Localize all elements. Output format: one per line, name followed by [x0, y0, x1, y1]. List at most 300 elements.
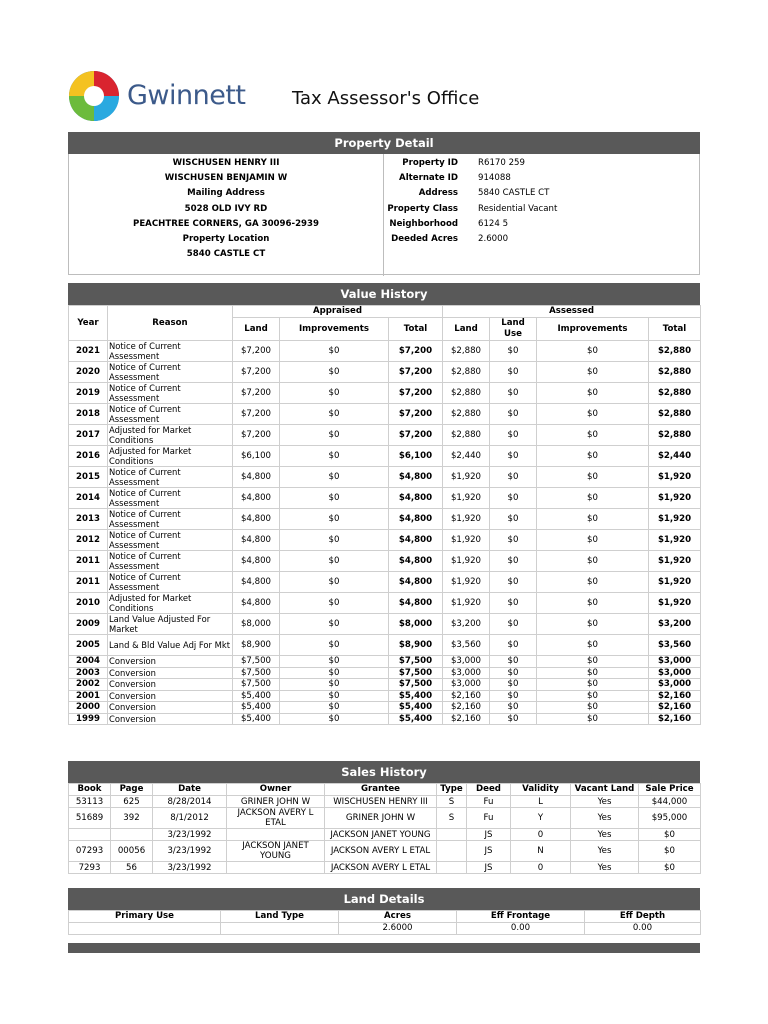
sales-col-header: Grantee	[325, 784, 437, 796]
land-col-header: Land Type	[221, 911, 339, 923]
land-details-section	[68, 888, 700, 953]
field-value: R6170 259	[478, 158, 525, 168]
sales-cell: $0	[639, 841, 701, 862]
sales-cell: 0	[511, 862, 571, 874]
assessed-improvements-cell: $0	[537, 362, 649, 383]
field-label: Property ID	[402, 158, 458, 168]
year-cell: 2013	[69, 509, 108, 530]
table-row	[69, 425, 701, 446]
assessed-land-use-cell: $0	[490, 362, 537, 383]
appraised-land-cell: $6,100	[233, 446, 280, 467]
assessed-total-cell: $2,160	[649, 690, 701, 702]
assessed-improvements-cell: $0	[537, 635, 649, 656]
land-cell	[221, 923, 339, 935]
table-row	[69, 572, 701, 593]
col-appraised-improvements: Improvements	[280, 318, 389, 341]
appraised-total-cell: $4,800	[389, 509, 443, 530]
sales-cell: S	[437, 808, 467, 829]
appraised-improvements-cell: $0	[280, 362, 389, 383]
sales-cell: 53113	[69, 796, 111, 808]
assessed-land-cell: $2,160	[443, 713, 490, 725]
sales-cell: Fu	[467, 808, 511, 829]
sales-col-header: Vacant Land	[571, 784, 639, 796]
assessed-land-cell: $2,880	[443, 425, 490, 446]
table-row	[69, 862, 701, 874]
assessed-land-use-cell: $0	[490, 404, 537, 425]
reason-cell: Conversion	[108, 656, 233, 668]
assessed-total-cell: $1,920	[649, 509, 701, 530]
assessed-improvements-cell: $0	[537, 341, 649, 362]
reason-cell: Notice of Current Assessment	[108, 509, 233, 530]
appraised-total-cell: $4,800	[389, 488, 443, 509]
reason-cell: Land & Bld Value Adj For Mkt	[108, 635, 233, 656]
appraised-land-cell: $7,500	[233, 656, 280, 668]
land-cell: 0.00	[457, 923, 585, 935]
year-cell: 2009	[69, 614, 108, 635]
assessed-improvements-cell: $0	[537, 383, 649, 404]
year-cell: 1999	[69, 713, 108, 725]
land-col-header: Eff Frontage	[457, 911, 585, 923]
appraised-improvements-cell: $0	[280, 509, 389, 530]
table-row	[69, 796, 701, 808]
table-row	[69, 808, 701, 829]
sales-col-header: Sale Price	[639, 784, 701, 796]
appraised-land-cell: $5,400	[233, 713, 280, 725]
assessed-total-cell: $3,560	[649, 635, 701, 656]
assessed-total-cell: $2,160	[649, 702, 701, 714]
table-row	[69, 530, 701, 551]
table-row	[69, 551, 701, 572]
assessed-improvements-cell: $0	[537, 572, 649, 593]
field-value: Residential Vacant	[478, 203, 558, 214]
assessed-land-cell: $1,920	[443, 593, 490, 614]
reason-cell: Notice of Current Assessment	[108, 341, 233, 362]
year-cell: 2002	[69, 679, 108, 691]
land-cell	[69, 923, 221, 935]
appraised-land-cell: $7,500	[233, 667, 280, 679]
brand-name: Gwinnett	[127, 80, 246, 111]
table-row	[69, 656, 701, 668]
assessed-total-cell: $2,880	[649, 383, 701, 404]
sales-col-header: Validity	[511, 784, 571, 796]
reason-cell: Land Value Adjusted For Market	[108, 614, 233, 635]
office-title: Tax Assessor's Office	[292, 88, 480, 109]
footer-bar	[68, 943, 700, 953]
assessed-land-use-cell: $0	[490, 679, 537, 691]
appraised-total-cell: $5,400	[389, 713, 443, 725]
assessed-improvements-cell: $0	[537, 679, 649, 691]
reason-cell: Notice of Current Assessment	[108, 383, 233, 404]
assessed-land-cell: $1,920	[443, 509, 490, 530]
assessed-land-use-cell: $0	[490, 635, 537, 656]
value-history-section	[68, 283, 700, 725]
sales-cell	[69, 829, 111, 841]
table-row	[69, 702, 701, 714]
appraised-total-cell: $8,900	[389, 635, 443, 656]
sales-cell	[227, 862, 325, 874]
table-row	[69, 509, 701, 530]
field-row	[384, 217, 699, 232]
sales-cell: $95,000	[639, 808, 701, 829]
assessed-total-cell: $1,920	[649, 551, 701, 572]
table-row	[69, 690, 701, 702]
owner-line: Property Location	[182, 233, 270, 244]
col-reason: Reason	[108, 306, 233, 341]
sales-cell: Yes	[571, 829, 639, 841]
year-cell: 2000	[69, 702, 108, 714]
field-row	[384, 171, 699, 186]
appraised-land-cell: $4,800	[233, 488, 280, 509]
field-value: 2.6000	[478, 233, 509, 244]
col-appraised-total: Total	[389, 318, 443, 341]
assessed-land-cell: $2,880	[443, 362, 490, 383]
table-row	[69, 679, 701, 691]
year-cell: 2003	[69, 667, 108, 679]
assessed-land-use-cell: $0	[490, 667, 537, 679]
sales-col-header: Deed	[467, 784, 511, 796]
appraised-land-cell: $4,800	[233, 593, 280, 614]
col-assessed-total: Total	[649, 318, 701, 341]
sales-cell	[111, 829, 153, 841]
assessed-improvements-cell: $0	[537, 446, 649, 467]
table-row	[69, 446, 701, 467]
sales-cell: 7293	[69, 862, 111, 874]
sales-cell: Yes	[571, 808, 639, 829]
field-row	[384, 232, 699, 247]
assessed-total-cell: $2,160	[649, 713, 701, 725]
sales-cell: $0	[639, 829, 701, 841]
appraised-improvements-cell: $0	[280, 467, 389, 488]
appraised-total-cell: $4,800	[389, 530, 443, 551]
assessed-land-use-cell: $0	[490, 593, 537, 614]
assessed-land-use-cell: $0	[490, 656, 537, 668]
appraised-improvements-cell: $0	[280, 572, 389, 593]
col-appraised-land: Land	[233, 318, 280, 341]
col-assessed-land: Land	[443, 318, 490, 341]
reason-cell: Adjusted for Market Conditions	[108, 425, 233, 446]
appraised-land-cell: $4,800	[233, 530, 280, 551]
value-history-title: Value History	[68, 283, 700, 305]
owner-line: Mailing Address	[187, 188, 265, 199]
table-row	[69, 488, 701, 509]
sales-cell: JACKSON AVERY L ETAL	[325, 862, 437, 874]
sales-cell: JACKSON JANET YOUNG	[325, 829, 437, 841]
appraised-improvements-cell: $0	[280, 614, 389, 635]
assessed-total-cell: $2,880	[649, 362, 701, 383]
assessed-total-cell: $1,920	[649, 488, 701, 509]
sales-cell: Y	[511, 808, 571, 829]
assessed-total-cell: $2,880	[649, 425, 701, 446]
sales-cell: 625	[111, 796, 153, 808]
reason-cell: Adjusted for Market Conditions	[108, 593, 233, 614]
field-value: 914088	[478, 173, 511, 184]
table-row	[69, 667, 701, 679]
sales-cell: 392	[111, 808, 153, 829]
sales-cell	[437, 862, 467, 874]
assessed-land-use-cell: $0	[490, 467, 537, 488]
property-detail-body	[68, 154, 700, 275]
sales-cell: JS	[467, 841, 511, 862]
appraised-total-cell: $7,500	[389, 656, 443, 668]
assessed-land-cell: $2,880	[443, 404, 490, 425]
field-label: Alternate ID	[399, 173, 458, 184]
assessed-land-cell: $3,560	[443, 635, 490, 656]
assessed-land-cell: $1,920	[443, 467, 490, 488]
col-year: Year	[69, 306, 108, 341]
group-assessed: Assessed	[443, 306, 701, 318]
assessed-total-cell: $1,920	[649, 572, 701, 593]
appraised-land-cell: $7,500	[233, 679, 280, 691]
assessed-improvements-cell: $0	[537, 425, 649, 446]
owner-line: WISCHUSEN HENRY III	[172, 158, 280, 168]
appraised-total-cell: $7,500	[389, 679, 443, 691]
appraised-total-cell: $4,800	[389, 593, 443, 614]
appraised-improvements-cell: $0	[280, 488, 389, 509]
reason-cell: Notice of Current Assessment	[108, 551, 233, 572]
appraised-improvements-cell: $0	[280, 593, 389, 614]
sales-cell: 3/23/1992	[153, 841, 227, 862]
year-cell: 2016	[69, 446, 108, 467]
assessed-improvements-cell: $0	[537, 702, 649, 714]
assessed-land-use-cell: $0	[490, 572, 537, 593]
assessed-land-cell: $2,880	[443, 341, 490, 362]
assessed-improvements-cell: $0	[537, 713, 649, 725]
sales-cell: Yes	[571, 841, 639, 862]
appraised-total-cell: $7,200	[389, 362, 443, 383]
land-col-header: Eff Depth	[585, 911, 701, 923]
sales-cell: JACKSON JANET YOUNG	[227, 841, 325, 862]
property-fields	[384, 154, 699, 247]
assessed-improvements-cell: $0	[537, 530, 649, 551]
table-row	[69, 467, 701, 488]
sales-cell: N	[511, 841, 571, 862]
sales-col-header: Owner	[227, 784, 325, 796]
land-details-title: Land Details	[68, 888, 700, 910]
reason-cell: Conversion	[108, 713, 233, 725]
assessed-land-cell: $3,000	[443, 667, 490, 679]
sales-cell: 8/28/2014	[153, 796, 227, 808]
assessed-total-cell: $1,920	[649, 530, 701, 551]
sales-col-header: Page	[111, 784, 153, 796]
field-row	[384, 186, 699, 201]
assessed-total-cell: $2,880	[649, 341, 701, 362]
year-cell: 2011	[69, 551, 108, 572]
appraised-improvements-cell: $0	[280, 702, 389, 714]
year-cell: 2011	[69, 572, 108, 593]
assessed-land-use-cell: $0	[490, 509, 537, 530]
sales-cell	[437, 829, 467, 841]
appraised-improvements-cell: $0	[280, 551, 389, 572]
assessed-land-use-cell: $0	[490, 690, 537, 702]
assessed-land-use-cell: $0	[490, 383, 537, 404]
assessed-improvements-cell: $0	[537, 467, 649, 488]
assessed-land-use-cell: $0	[490, 425, 537, 446]
assessed-land-cell: $3,000	[443, 679, 490, 691]
sales-col-header: Date	[153, 784, 227, 796]
reason-cell: Notice of Current Assessment	[108, 488, 233, 509]
reason-cell: Notice of Current Assessment	[108, 572, 233, 593]
appraised-total-cell: $7,500	[389, 667, 443, 679]
appraised-land-cell: $7,200	[233, 404, 280, 425]
appraised-total-cell: $4,800	[389, 467, 443, 488]
assessed-land-use-cell: $0	[490, 341, 537, 362]
owner-line: 5840 CASTLE CT	[186, 249, 266, 260]
sales-cell: JACKSON AVERY L ETAL	[227, 808, 325, 829]
sales-cell: 3/23/1992	[153, 829, 227, 841]
appraised-improvements-cell: $0	[280, 383, 389, 404]
table-row	[69, 383, 701, 404]
sales-cell: JS	[467, 862, 511, 874]
assessed-improvements-cell: $0	[537, 667, 649, 679]
table-row	[69, 713, 701, 725]
sales-cell: Fu	[467, 796, 511, 808]
assessed-land-cell: $1,920	[443, 530, 490, 551]
assessed-total-cell: $3,000	[649, 679, 701, 691]
assessed-total-cell: $1,920	[649, 467, 701, 488]
appraised-improvements-cell: $0	[280, 656, 389, 668]
reason-cell: Adjusted for Market Conditions	[108, 446, 233, 467]
table-row	[69, 593, 701, 614]
appraised-land-cell: $7,200	[233, 341, 280, 362]
year-cell: 2019	[69, 383, 108, 404]
reason-cell: Conversion	[108, 690, 233, 702]
appraised-total-cell: $7,200	[389, 425, 443, 446]
owner-line: PEACHTREE CORNERS, GA 30096-2939	[133, 218, 319, 229]
appraised-land-cell: $4,800	[233, 572, 280, 593]
property-detail-section	[68, 132, 700, 275]
assessed-land-use-cell: $0	[490, 446, 537, 467]
owner-line: 5028 OLD IVY RD	[184, 203, 268, 214]
table-row	[69, 829, 701, 841]
land-details-table	[68, 910, 701, 935]
land-col-header: Acres	[339, 911, 457, 923]
sales-history-section	[68, 761, 700, 874]
appraised-improvements-cell: $0	[280, 446, 389, 467]
sales-cell: 0	[511, 829, 571, 841]
reason-cell: Conversion	[108, 679, 233, 691]
appraised-improvements-cell: $0	[280, 530, 389, 551]
sales-cell: 51689	[69, 808, 111, 829]
field-value: 5840 CASTLE CT	[478, 188, 550, 199]
sales-cell: GRINER JOHN W	[325, 808, 437, 829]
table-row	[69, 341, 701, 362]
appraised-improvements-cell: $0	[280, 635, 389, 656]
assessed-improvements-cell: $0	[537, 404, 649, 425]
appraised-land-cell: $8,900	[233, 635, 280, 656]
sales-col-header: Type	[437, 784, 467, 796]
assessed-land-use-cell: $0	[490, 713, 537, 725]
table-row	[69, 841, 701, 862]
col-assessed-land-use: Land Use	[490, 318, 537, 341]
field-row	[384, 156, 699, 171]
appraised-land-cell: $4,800	[233, 509, 280, 530]
assessed-land-cell: $3,000	[443, 656, 490, 668]
assessed-improvements-cell: $0	[537, 488, 649, 509]
appraised-total-cell: $5,400	[389, 690, 443, 702]
assessed-land-use-cell: $0	[490, 614, 537, 635]
assessed-total-cell: $1,920	[649, 593, 701, 614]
appraised-total-cell: $7,200	[389, 383, 443, 404]
field-row	[384, 202, 699, 217]
reason-cell: Conversion	[108, 702, 233, 714]
assessed-improvements-cell: $0	[537, 509, 649, 530]
gwinnett-logo-icon	[68, 70, 120, 122]
appraised-total-cell: $8,000	[389, 614, 443, 635]
appraised-total-cell: $6,100	[389, 446, 443, 467]
sales-cell: L	[511, 796, 571, 808]
assessed-land-cell: $1,920	[443, 551, 490, 572]
sales-cell: 3/23/1992	[153, 862, 227, 874]
reason-cell: Notice of Current Assessment	[108, 467, 233, 488]
appraised-improvements-cell: $0	[280, 690, 389, 702]
assessed-improvements-cell: $0	[537, 656, 649, 668]
year-cell: 2018	[69, 404, 108, 425]
sales-cell: Yes	[571, 862, 639, 874]
assessed-land-cell: $3,200	[443, 614, 490, 635]
sales-cell: JS	[467, 829, 511, 841]
appraised-land-cell: $4,800	[233, 467, 280, 488]
assessed-land-cell: $2,880	[443, 383, 490, 404]
appraised-improvements-cell: $0	[280, 713, 389, 725]
field-label: Deeded Acres	[391, 233, 458, 244]
land-cell: 2.6000	[339, 923, 457, 935]
assessed-land-use-cell: $0	[490, 702, 537, 714]
land-col-header: Primary Use	[69, 911, 221, 923]
assessed-improvements-cell: $0	[537, 551, 649, 572]
appraised-total-cell: $7,200	[389, 404, 443, 425]
sales-cell: $44,000	[639, 796, 701, 808]
assessed-land-cell: $1,920	[443, 572, 490, 593]
sales-cell: Yes	[571, 796, 639, 808]
group-appraised: Appraised	[233, 306, 443, 318]
assessed-improvements-cell: $0	[537, 690, 649, 702]
assessed-total-cell: $2,440	[649, 446, 701, 467]
field-label: Address	[418, 188, 458, 199]
appraised-land-cell: $5,400	[233, 702, 280, 714]
sales-col-header: Book	[69, 784, 111, 796]
year-cell: 2004	[69, 656, 108, 668]
assessed-total-cell: $3,000	[649, 656, 701, 668]
sales-cell: WISCHUSEN HENRY III	[325, 796, 437, 808]
property-detail-title: Property Detail	[68, 132, 700, 154]
appraised-improvements-cell: $0	[280, 425, 389, 446]
sales-cell	[437, 841, 467, 862]
reason-cell: Conversion	[108, 667, 233, 679]
field-label: Neighborhood	[389, 218, 458, 229]
assessed-land-cell: $2,440	[443, 446, 490, 467]
year-cell: 2020	[69, 362, 108, 383]
reason-cell: Notice of Current Assessment	[108, 530, 233, 551]
assessed-land-cell: $2,160	[443, 702, 490, 714]
assessed-improvements-cell: $0	[537, 614, 649, 635]
appraised-land-cell: $5,400	[233, 690, 280, 702]
appraised-land-cell: $7,200	[233, 383, 280, 404]
appraised-improvements-cell: $0	[280, 679, 389, 691]
sales-cell: JACKSON AVERY L ETAL	[325, 841, 437, 862]
assessed-land-cell: $2,160	[443, 690, 490, 702]
appraised-improvements-cell: $0	[280, 404, 389, 425]
field-value: 6124 5	[478, 218, 509, 229]
owner-block	[69, 154, 384, 276]
land-cell: 0.00	[585, 923, 701, 935]
sales-history-title: Sales History	[68, 761, 700, 783]
sales-cell: GRINER JOHN W	[227, 796, 325, 808]
table-row	[69, 614, 701, 635]
year-cell: 2005	[69, 635, 108, 656]
assessed-land-use-cell: $0	[490, 551, 537, 572]
year-cell: 2015	[69, 467, 108, 488]
assessed-land-use-cell: $0	[490, 488, 537, 509]
